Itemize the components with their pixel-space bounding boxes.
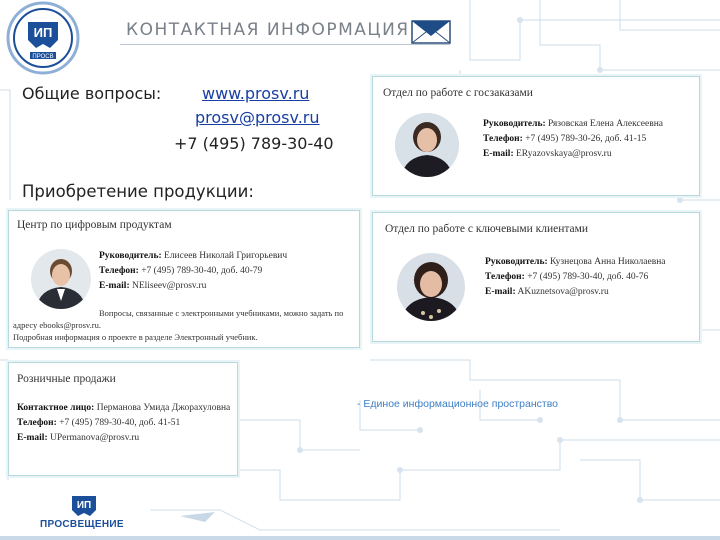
phone-value: +7 (495) 789-30-40, доб. 40-79 xyxy=(141,266,263,276)
head-name: Елисеев Николай Григорьевич xyxy=(164,251,288,261)
head-name: Кузнецова Анна Николаевна xyxy=(550,257,666,267)
head-name: Рязовская Елена Алексеевна xyxy=(548,119,664,129)
logo-letters: ИП xyxy=(33,25,53,40)
email-label: E-mail: xyxy=(483,149,514,159)
avatar xyxy=(397,253,465,321)
card-gov-orders xyxy=(372,76,700,196)
phone-label: Телефон: xyxy=(483,134,523,144)
card-digital-products xyxy=(8,210,360,348)
phone-label: Телефон: xyxy=(17,418,57,428)
avatar xyxy=(31,249,91,309)
email-label: E-mail: xyxy=(17,433,48,443)
person-photo-icon xyxy=(31,249,91,309)
card-title: Отдел по работе с ключевыми клиентами xyxy=(385,223,589,235)
header-divider xyxy=(120,44,450,45)
email-label: E-mail: xyxy=(485,287,516,297)
general-questions-label: Общие вопросы: xyxy=(22,84,162,103)
phone-value: +7 (495) 789-30-40, доб. 41-51 xyxy=(59,418,181,428)
svg-text:ПРОСВ: ПРОСВ xyxy=(32,54,54,60)
head-label: Руководитель: xyxy=(483,119,546,129)
email-link[interactable]: prosv@prosv.ru xyxy=(195,108,320,127)
phone-label: Телефон: xyxy=(485,272,525,282)
svg-text:ИП: ИП xyxy=(76,500,92,511)
person-photo-icon xyxy=(395,113,459,177)
card-title: Центр по цифровым продуктам xyxy=(17,219,172,231)
website-link[interactable]: www.prosv.ru xyxy=(202,84,310,103)
email-label: E-mail: xyxy=(99,281,130,291)
card-key-clients xyxy=(372,212,700,342)
contact-name: Перманова Умида Джорахуловна xyxy=(96,403,231,413)
card-title: Отдел по работе с госзаказами xyxy=(383,87,533,99)
head-label: Руководитель: xyxy=(99,251,162,261)
phone-value: +7 (495) 789-30-40, доб. 40-76 xyxy=(527,272,649,282)
person-photo-icon xyxy=(397,253,465,321)
head-label: Руководитель: xyxy=(485,257,548,267)
contact-label: Контактное лицо: xyxy=(17,403,95,413)
digital-note-line3: Подробная информация о проекте в разделе Электронный учебник. xyxy=(13,332,258,342)
tagline: - Единое информационное пространство xyxy=(357,398,559,410)
phone-label: Телефон: xyxy=(99,266,139,276)
digital-note-line2: адресу ebooks@prosv.ru. xyxy=(13,320,101,330)
email-value[interactable]: AKuznetsova@prosv.ru xyxy=(517,287,609,297)
footer-logo[interactable] xyxy=(38,494,130,534)
general-phone: +7 (495) 789-30-40 xyxy=(174,134,334,153)
email-value[interactable]: NEliseev@prosv.ru xyxy=(131,281,207,291)
avatar xyxy=(395,113,459,177)
purchase-label: Приобретение продукции: xyxy=(22,182,254,201)
footer-divider xyxy=(0,536,720,540)
email-value[interactable]: ERyazovskaya@prosv.ru xyxy=(515,149,612,159)
card-retail-sales xyxy=(8,362,238,476)
email-value[interactable]: UPermanova@prosv.ru xyxy=(49,433,140,443)
phone-value: +7 (495) 789-30-26, доб. 41-15 xyxy=(525,134,647,144)
mail-icon[interactable] xyxy=(411,20,451,44)
footer-brand: ПРОСВЕЩЕНИЕ xyxy=(40,519,124,530)
digital-note-line1: Вопросы, связанные с электронными учебниками, можно задать по xyxy=(99,308,344,318)
publisher-logo[interactable] xyxy=(2,0,84,78)
page-title: КОНТАКТНАЯ ИНФОРМАЦИЯ xyxy=(126,20,410,40)
card-title: Розничные продажи xyxy=(17,373,116,385)
